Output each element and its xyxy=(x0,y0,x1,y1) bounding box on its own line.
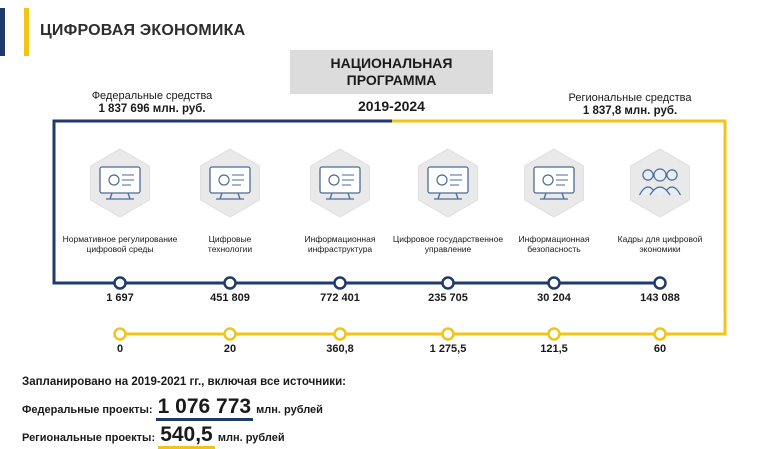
summary-federal-unit: млн. рублей xyxy=(256,404,323,416)
regional-funds-label: Региональные средства xyxy=(568,92,692,104)
federal-dot xyxy=(115,278,126,289)
project-label-line1: Информационная xyxy=(304,234,376,244)
summary-regional-value: 540,5 xyxy=(158,423,215,449)
federal-funds-value: 1 837 696 млн. руб. xyxy=(98,103,206,115)
project-label-line2: управление xyxy=(424,244,472,254)
project-label-line1: Цифровое государственное xyxy=(392,234,504,244)
federal-value: 143 088 xyxy=(640,292,680,304)
regional-value: 360,8 xyxy=(326,343,354,355)
summary-federal xyxy=(22,395,323,419)
federal-value: 772 401 xyxy=(320,292,360,304)
regional-value: 60 xyxy=(653,343,667,355)
page-title: ЦИФРОВАЯ ЭКОНОМИКА xyxy=(40,22,246,39)
technologies-icon xyxy=(201,149,260,217)
regional-dot xyxy=(549,329,560,340)
federal-dot xyxy=(549,278,560,289)
project-label-line1: Информационная xyxy=(518,234,590,244)
security-icon xyxy=(525,149,584,217)
program-title-line2: ПРОГРАММА xyxy=(346,72,437,88)
regional-dot xyxy=(443,329,454,340)
federal-value: 451 809 xyxy=(210,292,250,304)
government-icon xyxy=(419,149,478,217)
summary-federal-label: Федеральные проекты: xyxy=(22,404,153,416)
project-label xyxy=(595,234,725,254)
project-label-line2: цифровой среды xyxy=(86,244,154,254)
regional-dot xyxy=(655,329,666,340)
summary-federal-value: 1 076 773 xyxy=(156,395,253,421)
regulation-icon xyxy=(91,149,150,217)
summary-regional xyxy=(22,423,285,447)
project-label-line1: Нормативное регулирование xyxy=(62,234,178,244)
regional-dot xyxy=(115,329,126,340)
summary-planned: Запланировано на 2019-2021 гг., включая все источники: xyxy=(22,376,346,388)
federal-dot xyxy=(225,278,236,289)
federal-value: 235 705 xyxy=(428,292,468,304)
federal-funds-label: Федеральные средства xyxy=(91,90,213,102)
federal-value: 1 697 xyxy=(106,292,134,304)
regional-value: 20 xyxy=(223,343,237,355)
project-label-line2: технологии xyxy=(207,244,253,254)
regional-dot xyxy=(335,329,346,340)
federal-dot xyxy=(443,278,454,289)
regional-funds-value: 1 837,8 млн. руб. xyxy=(582,105,678,117)
regional-dot xyxy=(225,329,236,340)
federal-dot xyxy=(335,278,346,289)
summary-regional-unit: млн. рублей xyxy=(217,432,285,444)
summary-regional-label: Региональные проекты: xyxy=(22,432,156,444)
project-label-line1: Кадры для цифровой xyxy=(617,234,703,244)
project-label-line2: инфраструктура xyxy=(307,244,373,254)
project-label-line1: Цифровые xyxy=(208,234,252,244)
project-label-line2: экономики xyxy=(639,244,681,254)
federal-value: 30 204 xyxy=(537,292,571,304)
program-years: 2019-2024 xyxy=(358,98,425,114)
program-title-line1: НАЦИОНАЛЬНАЯ xyxy=(330,55,453,71)
regional-value: 1 275,5 xyxy=(429,343,467,355)
personnel-icon xyxy=(631,149,690,217)
federal-dot xyxy=(655,278,666,289)
regional-value: 121,5 xyxy=(540,343,568,355)
regional-value: 0 xyxy=(116,343,124,355)
project-label-line2: безопасность xyxy=(527,244,581,254)
infrastructure-icon xyxy=(311,149,370,217)
